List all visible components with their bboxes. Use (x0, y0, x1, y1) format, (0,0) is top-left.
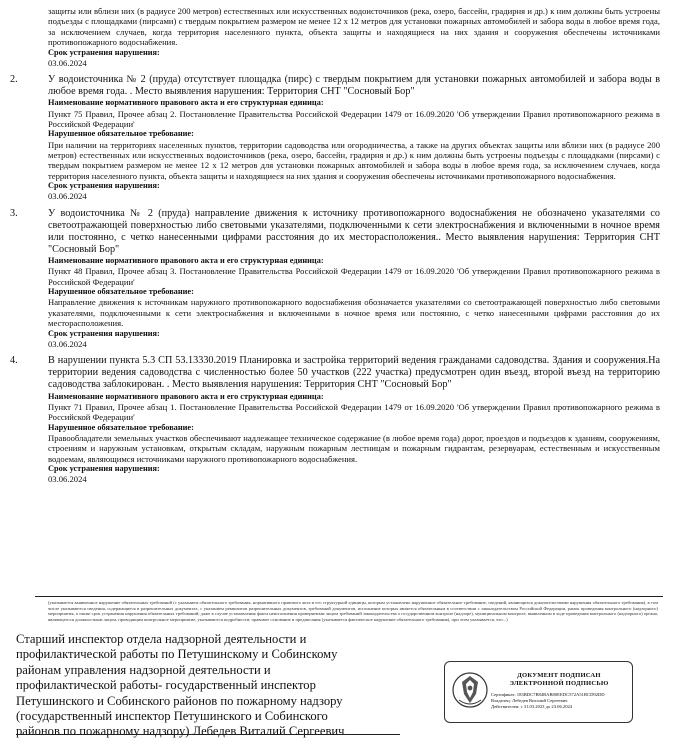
act-label: Наименование нормативного правового акта и его структурная единица: (48, 98, 324, 108)
act-text: Пункт 71 Правил, Прочее абзац 1. Постановление Правительства Российской Федерации 1479 от 16.09.2020 'Об утверждении Правил противопожарного режима в Российской Федерации' (48, 401, 660, 423)
act-text: Пункт 48 Правил, Прочее абзац 3. Постановление Правительства Российской Федерации 1479 от 16.09.2020 'Об утверждении Правил противопожарного режима в Российской Федерации' (48, 266, 660, 287)
deadline-label: Срок устранения нарушения: (48, 464, 160, 474)
electronic-signature-stamp (444, 661, 633, 723)
item-number: 2. (10, 74, 18, 86)
requirement-text: защиты или вблизи них (в радиусе 200 метров) естественных или искусственных водоисточников (река, озеро, бассейн, градирня и др.) к ним должны быть устроены подъезды с площадками (пирсами) с твердым покрытием размером не менее 12 x 12 метров для установки пожарных автомобилей и забора воды в любое время года, за исключением случаев, когда территория населенного пункта, объекта защиты и находящиеся на них здания и сооружения обеспечены источниками противопожарного водоснабжения. (48, 6, 660, 48)
violations-list (10, 6, 660, 485)
certificate-line: Сертификат: 183BDC7B84BAB80EEDC572A51BCD92DD (491, 692, 605, 697)
stamp-title: ДОКУМЕНТ ПОДПИСАН ЭЛЕКТРОННОЙ ПОДПИСЬЮ (509, 672, 609, 687)
stamp-details (491, 692, 629, 709)
deadline-label: Срок устранения нарушения: (48, 47, 160, 57)
violation-description: У водоисточника № 2 (пруда) отсутствует площадка (пирс) с твердым покрытием для установки пожарных автомобилей и забора воды в любое время года. . Место выявления нарушения: Территория СНТ "Сосновый Бор" (48, 74, 660, 98)
violation-description: В нарушении пункта 5.3 СП 53.13330.2019 Планировка и застройка территорий ведения гражданами садоводства. Здания и сооружения.На территории ведения садоводства с численностью более 50 участков (222 участка) предусмотрен один въезд, второй въезд на территорию садоводства заблокирован. . Место выявления нарушения: Территория СНТ "Сосновый Бор" (48, 355, 660, 391)
deadline-date: 03.06.2024 (48, 474, 87, 485)
deadline-label: Срок устранения нарушения: (48, 328, 160, 338)
deadline-date: 03.06.2024 (48, 191, 87, 202)
item-1-continuation (48, 6, 660, 68)
signature-line (16, 734, 400, 735)
inspector-signature-block: Старший инспектор отдела надзорной деятельности и профилактической работы по Петушинскому и Собинскому районам управления надзорной деятельности и профилактической работы- государственный инспектор Петушинского и Собинского районов по пожарному надзору (государственный инспектор Петушинского и Собинского районов по пожарному надзору) Лебедев Виталий Сергеевич (16, 632, 345, 739)
requirement-label: Нарушенное обязательное требование: (48, 422, 194, 432)
item-number: 3. (10, 207, 18, 219)
violation-item (10, 207, 660, 349)
requirement-text: Правообладатели земельных участков обеспечивают надлежащее техническое содержание (в любое время года) дорог, проездов и подъездов к зданиям, сооружениям, строениям и наружным установкам, открытым складам, наружным пожарным лестницам и пожарным гидрантам, резервуарам, естественным и искусственным водоемам, являющимся источниками наружного противопожарного водоснабжения. (48, 432, 660, 464)
deadline-label: Срок устранения нарушения: (48, 181, 160, 191)
violation-item (10, 355, 660, 485)
requirement-text: Направление движения к источникам наружного противопожарного водоснабжения обозначается указателями со светоотражающей поверхностью либо световыми указателями, подключенными к сети электроснабжения и включенными в ночное время или постоянно, с четко нанесенными цифрами расстояния до их месторасположения. (48, 297, 660, 329)
section-divider (35, 596, 663, 597)
owner-line: Владелец: Лебедев Виталий Сергеевич (491, 697, 568, 703)
deadline-date: 03.06.2024 (48, 57, 87, 68)
item-number: 4. (10, 355, 18, 367)
violation-item (10, 74, 660, 202)
emblem-icon (451, 670, 489, 710)
footnote: (указывается выявленное нарушение обязательных требований (с указанием обязательного требования, нормативного правового акта и его структурной единицы, которым установлено нарушенное обязательное требование, сведений, являющихся доказательствами нарушения обязательного требования), в том числе указываются сведения, содержащиеся в разрешительных документах, с указанием реквизитов разрешительных документов, требований документов, исполнение которых является обязательным в соответствии с законодательством Российской Федерации, рамок проведения контрольного (надзорного) мероприятия, а также срок устранения нарушения обязательных требований; даже в случае установления факта неисполнения проверяемым лицом требований законодательства о государственном контроле (надзоре), муниципальном контроле, выявленном в ходе проведения контрольного (надзорного) органа, являющегося должностным лицом, проводящим контрольное мероприятие, указываются подробности: правовое основание и предписания (указывается фактическое нарушение обязательного требования), при этом указывается, что...) (48, 600, 658, 622)
validity-line: Действителен: с 31.03.2023 до 23.06.2024 (491, 703, 573, 709)
deadline-date: 03.06.2024 (48, 338, 87, 349)
act-label: Наименование нормативного правового акта и его структурная единица: (48, 256, 324, 266)
requirement-text: При наличии на территориях населенных пунктов, территории садоводства или огородничества, а также на других объектах защиты или вблизи них (в радиусе 200 метров) естественных или искусственных водоисточников (река, озеро, бассейн, градирня и др.) к ним должны быть устроены подъезды с площадками (пирсами) с твердым покрытием размером не менее 12 x 12 метров для установки пожарных автомобилей и забора воды в любое время года, за исключением случаев, когда территория населенного пункта, объекта защиты и находящиеся на них здания и сооружения обеспечены источниками противопожарного водоснабжения. (48, 139, 660, 181)
violation-description: У водоисточника № 2 (пруда) направление движения к источнику противопожарного водоснабжения не обозначено указателями со светоотражающей поверхностью либо световыми указателями, подключенными к сети электроснабжения и включенными в ночное время или постоянно, с четко нанесенными цифрами расстояния до их месторасположения.. Место выявления нарушения: Территория СНТ "Сосновый Бор" (48, 207, 660, 256)
requirement-label: Нарушенное обязательное требование: (48, 129, 194, 139)
act-text: Пункт 75 Правил, Прочее абзац 2. Постановление Правительства Российской Федерации 1479 от 16.09.2020 'Об утверждении Правил противопожарного режима в Российской Федерации' (48, 108, 660, 130)
requirement-label: Нарушенное обязательное требование: (48, 287, 194, 297)
act-label: Наименование нормативного правового акта и его структурная единица: (48, 391, 324, 401)
